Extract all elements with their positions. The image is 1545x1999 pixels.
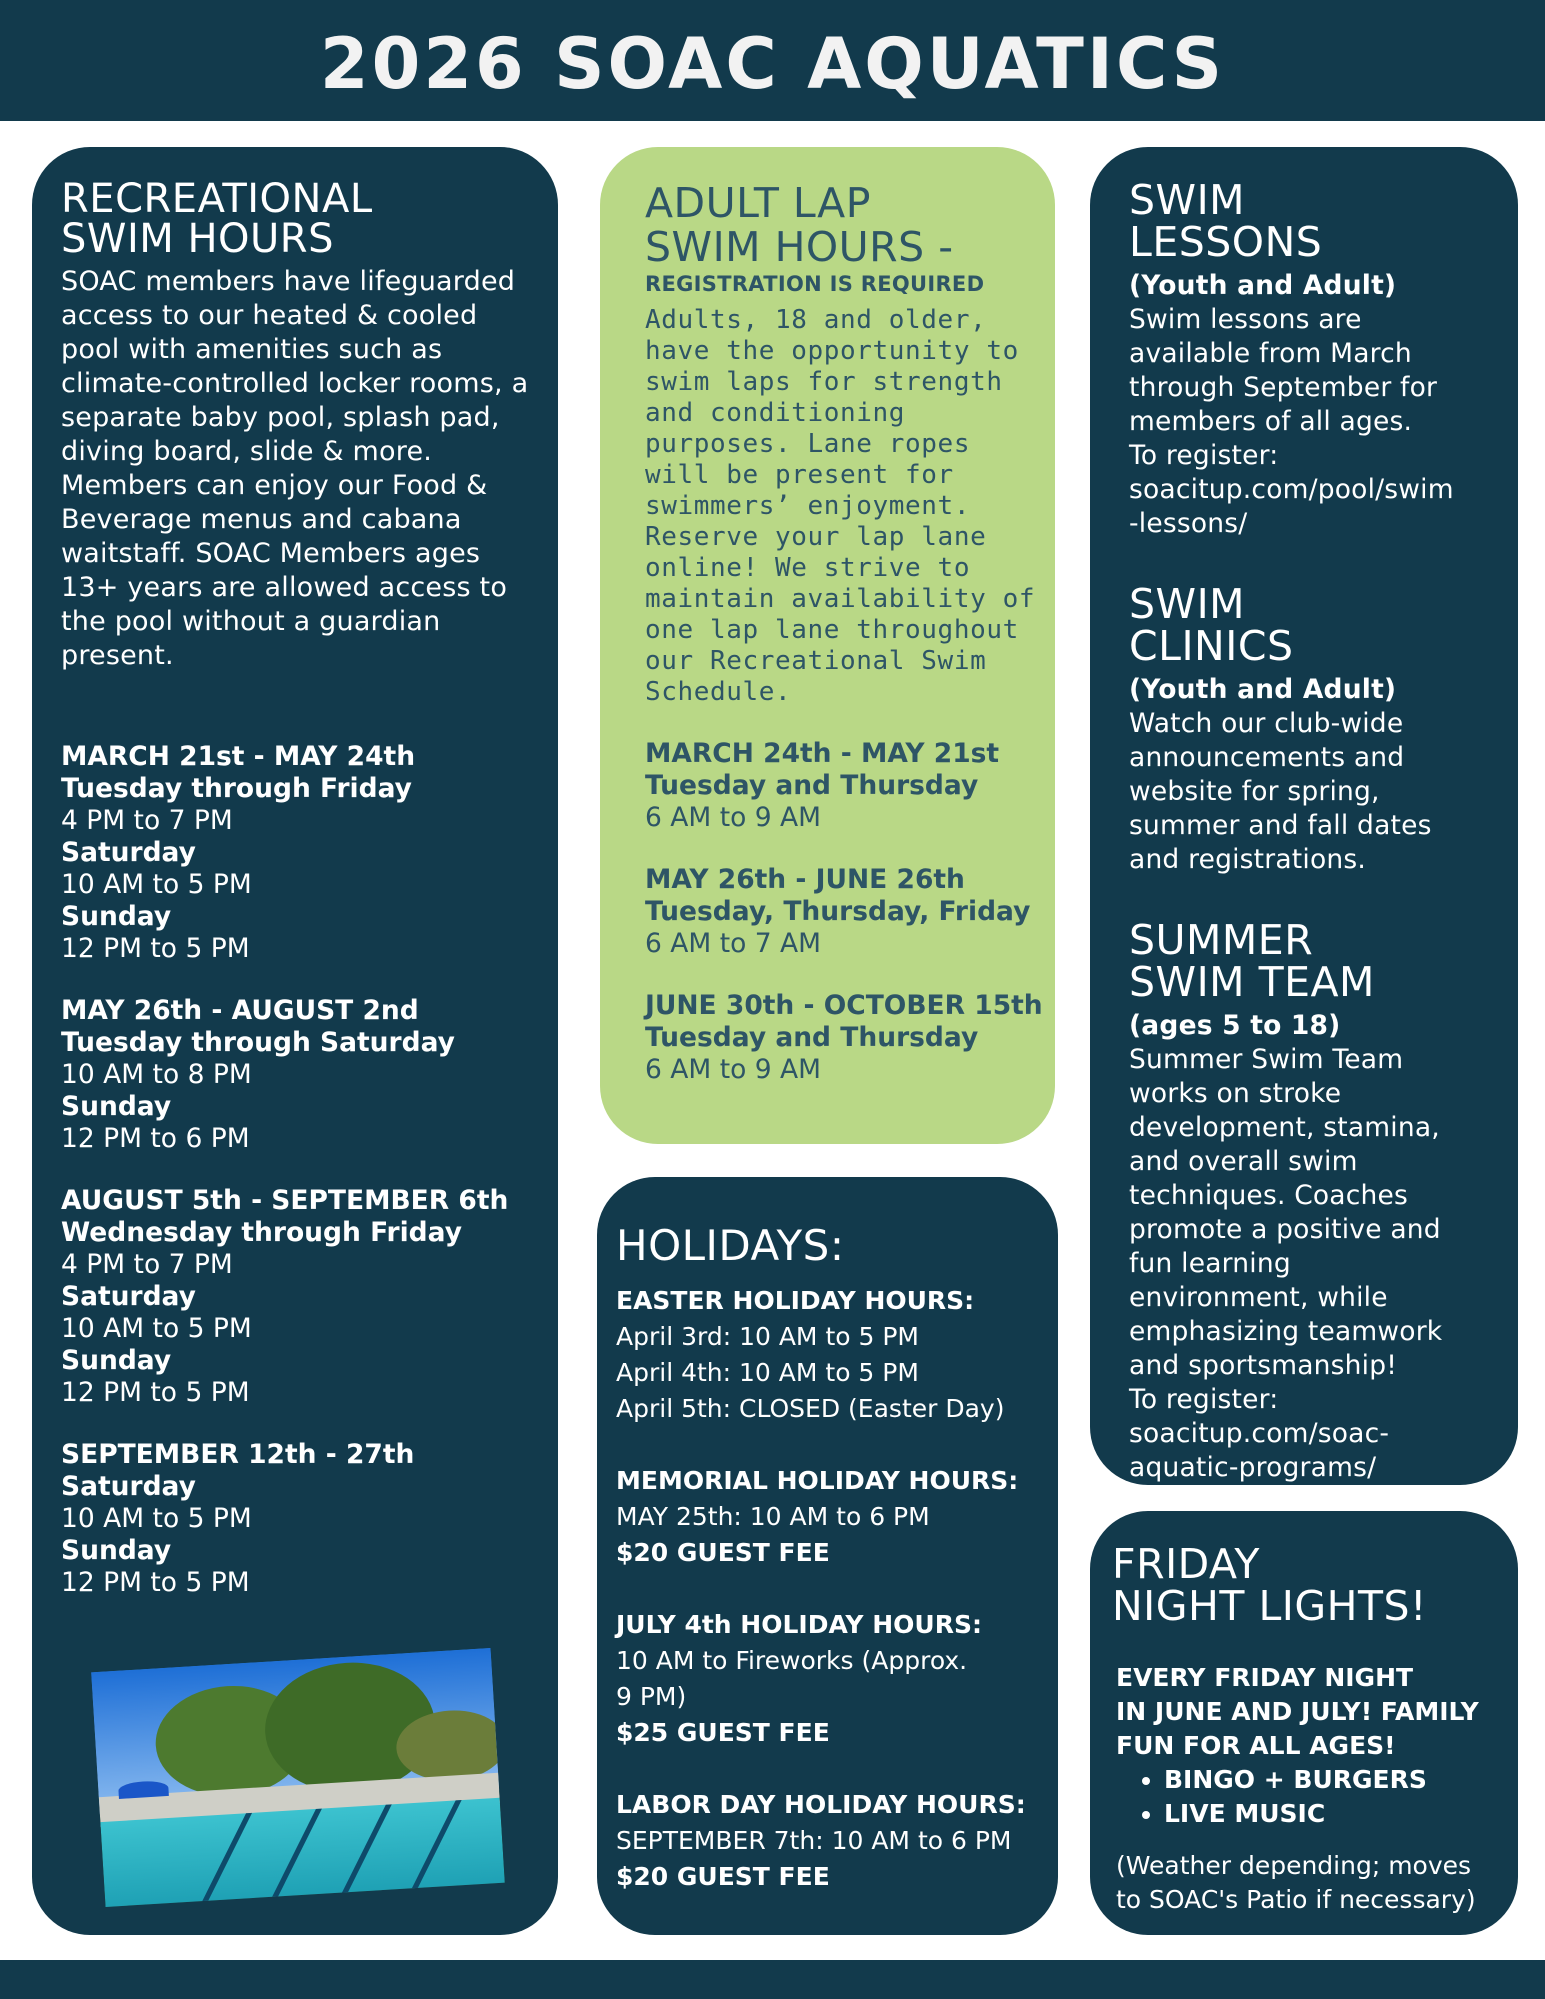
schedule-time: 10 AM to 5 PM [61, 869, 252, 900]
recreational-description: SOAC members have lifeguarded access to our heated & cooled pool with amenities such as climate-controlled locker rooms, a separate baby pool, splash pad, diving board, slide & more. Members can enjoy our Food & Beverage menus and cabana waitstaff. SOAC Members ages 13+ years are allowed access to the pool without a guardian present. [61, 266, 529, 671]
program-line: -lessons/ [1129, 508, 1248, 539]
holiday-hours: SEPTEMBER 7th: 10 AM to 6 PM [616, 1826, 1012, 1855]
footer-bar [0, 1960, 1545, 1999]
holiday-hours: April 4th: 10 AM to 5 PM [616, 1358, 919, 1387]
schedule-days: Saturday [61, 1471, 196, 1502]
fnl-lead-line: IN JUNE AND JULY! FAMILY [1116, 1697, 1479, 1726]
program-line: website for spring, [1129, 776, 1380, 807]
program-line: development, stamina, [1129, 1112, 1440, 1143]
program-line: through September for [1129, 372, 1438, 403]
lap-days: Tuesday and Thursday [645, 1022, 979, 1053]
holiday-hours: 10 AM to Fireworks (Approx. [616, 1646, 968, 1675]
schedule-time: 10 AM to 5 PM [61, 1313, 252, 1344]
schedule-days: Saturday [61, 1281, 196, 1312]
program-title: SWIM CLINICS [1129, 580, 1294, 670]
holiday-heading: LABOR DAY HOLIDAY HOURS: [616, 1790, 1026, 1819]
lap-range: JUNE 30th - OCTOBER 15th [645, 990, 1043, 1021]
schedule-time: 10 AM to 8 PM [61, 1059, 252, 1090]
lap-description: Adults, 18 and older, have the opportunity to swim laps for strength and conditioning purposes. Lane ropes will be present for swimmers’ enjoyment. Reserve your lap lane online! We strive to maintain availability of one lap lane throughout our Recreational Swim Schedule. [645, 305, 1036, 707]
fnl-note [1112, 1849, 1506, 1917]
program-line: works on stroke [1129, 1078, 1342, 1109]
program-line: and registrations. [1129, 844, 1367, 875]
program-line: techniques. Coaches [1129, 1180, 1409, 1211]
recreational-schedule [61, 741, 532, 1599]
schedule-days: Tuesday through Saturday [61, 1027, 455, 1058]
schedule-time: 12 PM to 5 PM [61, 1377, 250, 1408]
fnl-lead-line: FUN FOR ALL AGES! [1116, 1731, 1396, 1760]
holidays-panel [597, 1177, 1058, 1935]
program-line: environment, while [1129, 1282, 1388, 1313]
program-line: available from March [1129, 338, 1412, 369]
schedule-days: Saturday [61, 837, 196, 868]
schedule-days: Sunday [61, 1345, 172, 1376]
schedule-range: MAY 26th - AUGUST 2nd [61, 995, 419, 1026]
program-line: Swim lessons are [1129, 304, 1362, 335]
program-line: aquatic-programs/ [1129, 1452, 1377, 1483]
holidays-title: HOLIDAYS: [616, 1221, 845, 1270]
program-line: emphasizing teamwork [1129, 1316, 1443, 1347]
lap-schedule-group [645, 990, 1043, 1086]
header-banner [0, 0, 1545, 121]
holiday-heading: MEMORIAL HOLIDAY HOURS: [616, 1466, 1019, 1495]
program-audience: (Youth and Adult) [1129, 270, 1397, 301]
program-body [1129, 1009, 1500, 1485]
recreational-schedule-group [61, 995, 532, 1155]
schedule-time: 12 PM to 5 PM [61, 933, 250, 964]
program-line: announcements and [1129, 742, 1405, 773]
schedule-days: Sunday [61, 1091, 172, 1122]
schedule-time: 12 PM to 5 PM [61, 1567, 250, 1598]
schedule-range: AUGUST 5th - SEPTEMBER 6th [61, 1185, 509, 1216]
program-line: Watch our club-wide [1129, 708, 1404, 739]
program-section [1129, 176, 1500, 541]
holiday-heading: JULY 4th HOLIDAY HOURS: [616, 1610, 982, 1639]
fnl-lead [1112, 1661, 1506, 1763]
program-section [1129, 580, 1500, 877]
adult-lap-panel [600, 147, 1055, 1144]
holiday-hours: MAY 25th: 10 AM to 6 PM [616, 1502, 930, 1531]
schedule-time: 4 PM to 7 PM [61, 1249, 233, 1280]
program-line: summer and fall dates [1129, 810, 1432, 841]
holiday-guest-fee: $20 GUEST FEE [616, 1538, 830, 1567]
fnl-bullet: • LIVE MUSIC [1164, 1797, 1506, 1831]
program-line: and overall swim [1129, 1146, 1358, 1177]
program-section [1129, 916, 1500, 1485]
program-audience: (Youth and Adult) [1129, 674, 1397, 705]
lap-days: Tuesday, Thursday, Friday [645, 896, 1031, 927]
lap-days: Tuesday and Thursday [645, 770, 979, 801]
page-title: 2026 SOAC AQUATICS [319, 23, 1226, 105]
program-line: fun learning [1129, 1248, 1291, 1279]
fnl-note-line: to SOAC's Patio if necessary) [1116, 1885, 1476, 1914]
holiday-heading: EASTER HOLIDAY HOURS: [616, 1286, 975, 1315]
recreational-schedule-group [61, 741, 532, 965]
fnl-title: FRIDAY NIGHT LIGHTS! [1112, 1540, 1427, 1630]
schedule-range: MARCH 21st - MAY 24th [61, 741, 416, 772]
program-line: Summer Swim Team [1129, 1044, 1404, 1075]
lap-subtitle: REGISTRATION IS REQUIRED [645, 272, 985, 296]
schedule-time: 10 AM to 5 PM [61, 1503, 252, 1534]
schedule-range: SEPTEMBER 12th - 27th [61, 1439, 415, 1470]
program-title: SUMMER SWIM TEAM [1129, 916, 1375, 1006]
lap-range: MAY 26th - JUNE 26th [645, 864, 965, 895]
schedule-time: 12 PM to 6 PM [61, 1123, 250, 1154]
program-body [1129, 673, 1500, 877]
lap-schedule [645, 738, 1043, 1086]
lap-time: 6 AM to 9 AM [645, 802, 822, 833]
holiday-guest-fee: $20 GUEST FEE [616, 1862, 830, 1891]
lap-range: MARCH 24th - MAY 21st [645, 738, 1000, 769]
lap-schedule-group [645, 864, 1039, 960]
holiday-section [616, 1283, 1044, 1427]
program-body [1129, 269, 1500, 541]
schedule-days: Sunday [61, 901, 172, 932]
fnl-bullet: • BINGO + BURGERS [1164, 1763, 1506, 1797]
lap-time: 6 AM to 7 AM [645, 928, 822, 959]
friday-night-lights-panel [1090, 1511, 1518, 1935]
schedule-days: Tuesday through Friday [61, 773, 412, 804]
lap-schedule-group [645, 738, 1039, 834]
program-line: promote a positive and [1129, 1214, 1441, 1245]
recreational-schedule-group [61, 1439, 532, 1599]
fnl-lead-line: EVERY FRIDAY NIGHT [1116, 1663, 1414, 1692]
holiday-section [616, 1463, 1044, 1571]
program-title: SWIM LESSONS [1129, 176, 1323, 266]
program-line: To register: [1129, 440, 1279, 471]
recreational-title: RECREATIONAL SWIM HOURS [61, 176, 373, 262]
fnl-bullets [1112, 1763, 1506, 1831]
holiday-hours: April 5th: CLOSED (Easter Day) [616, 1394, 1005, 1423]
schedule-time: 4 PM to 7 PM [61, 805, 233, 836]
holiday-sections [616, 1283, 1044, 1895]
lap-title: ADULT LAP SWIM HOURS - [645, 179, 954, 271]
holiday-section [616, 1607, 1044, 1751]
program-line: members of all ages. [1129, 406, 1413, 437]
lap-time: 6 AM to 9 AM [645, 1054, 822, 1085]
schedule-days: Sunday [61, 1535, 172, 1566]
program-audience: (ages 5 to 18) [1129, 1010, 1341, 1041]
holiday-section [616, 1787, 1044, 1895]
program-line: and sportsmanship! [1129, 1350, 1398, 1381]
program-line: soacitup.com/soac- [1129, 1418, 1390, 1449]
program-line: To register: [1129, 1384, 1279, 1415]
recreational-schedule-group [61, 1185, 532, 1409]
holiday-guest-fee: $25 GUEST FEE [616, 1718, 830, 1747]
program-line: soacitup.com/pool/swim [1129, 474, 1454, 505]
fnl-note-line: (Weather depending; moves [1116, 1851, 1472, 1880]
swim-programs-panel [1090, 147, 1518, 1485]
holiday-hours: 9 PM) [616, 1682, 687, 1711]
holiday-hours: April 3rd: 10 AM to 5 PM [616, 1322, 919, 1351]
schedule-days: Wednesday through Friday [61, 1217, 462, 1248]
pool-photo [91, 1648, 505, 1907]
